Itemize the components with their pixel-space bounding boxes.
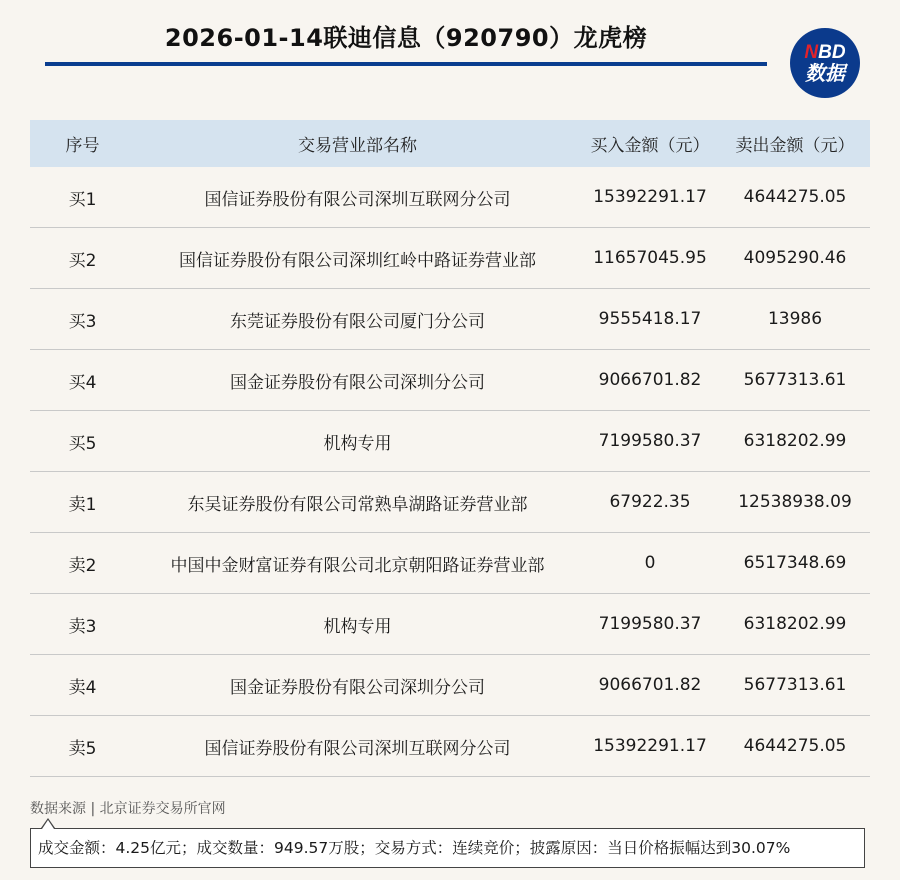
cell-seq: 卖5 <box>30 716 135 777</box>
cell-broker-name: 国信证券股份有限公司深圳红岭中路证券营业部 <box>135 228 580 289</box>
table-row <box>30 289 870 350</box>
cell-sell-amount: 4644275.05 <box>720 167 870 228</box>
cell-broker-name: 中国中金财富证券有限公司北京朝阳路证券营业部 <box>135 533 580 594</box>
column-header-seq: 序号 <box>30 120 135 167</box>
cell-broker-name: 国信证券股份有限公司深圳互联网分公司 <box>135 167 580 228</box>
cell-seq: 卖2 <box>30 533 135 594</box>
cell-buy-amount: 11657045.95 <box>580 228 720 289</box>
cell-sell-amount: 6318202.99 <box>720 594 870 655</box>
cell-sell-amount: 5677313.61 <box>720 655 870 716</box>
table-row <box>30 167 870 228</box>
column-header-buy: 买入金额（元） <box>580 120 720 167</box>
dragon-tiger-table <box>30 120 870 777</box>
cell-seq: 买3 <box>30 289 135 350</box>
table-row <box>30 411 870 472</box>
table-row <box>30 472 870 533</box>
cell-sell-amount: 6318202.99 <box>720 411 870 472</box>
cell-broker-name: 东莞证券股份有限公司厦门分公司 <box>135 289 580 350</box>
logo-text-top: NBD <box>804 41 846 63</box>
table-row <box>30 228 870 289</box>
table-row <box>30 533 870 594</box>
column-header-sell: 卖出金额（元） <box>720 120 870 167</box>
cell-sell-amount: 13986 <box>720 289 870 350</box>
cell-seq: 买1 <box>30 167 135 228</box>
trade-summary-box <box>30 828 865 868</box>
cell-broker-name: 国金证券股份有限公司深圳分公司 <box>135 350 580 411</box>
table-row <box>30 350 870 411</box>
cell-broker-name: 东吴证券股份有限公司常熟阜湖路证券营业部 <box>135 472 580 533</box>
cell-seq: 卖4 <box>30 655 135 716</box>
cell-sell-amount: 12538938.09 <box>720 472 870 533</box>
cell-buy-amount: 0 <box>580 533 720 594</box>
cell-seq: 买4 <box>30 350 135 411</box>
cell-seq: 卖3 <box>30 594 135 655</box>
data-source: 数据来源 | 北京证券交易所官网 <box>30 801 226 817</box>
cell-seq: 买5 <box>30 411 135 472</box>
cell-buy-amount: 9555418.17 <box>580 289 720 350</box>
cell-broker-name: 机构专用 <box>135 594 580 655</box>
cell-buy-amount: 67922.35 <box>580 472 720 533</box>
cell-buy-amount: 9066701.82 <box>580 350 720 411</box>
table-row <box>30 716 870 777</box>
table-row <box>30 655 870 716</box>
logo-text-bottom: 数据 <box>805 62 845 85</box>
cell-buy-amount: 7199580.37 <box>580 594 720 655</box>
cell-buy-amount: 15392291.17 <box>580 167 720 228</box>
column-header-name: 交易营业部名称 <box>135 120 580 167</box>
cell-seq: 买2 <box>30 228 135 289</box>
table-header-row <box>30 120 870 167</box>
cell-seq: 卖1 <box>30 472 135 533</box>
cell-broker-name: 国信证券股份有限公司深圳互联网分公司 <box>135 716 580 777</box>
page-title: 2026-01-14联迪信息（920790）龙虎榜 <box>164 24 648 52</box>
cell-buy-amount: 15392291.17 <box>580 716 720 777</box>
trade-summary-text: 成交金额：4.25亿元；成交数量：949.57万股；交易方式：连续竞价；披露原因：当日价格振幅达到30.07% <box>38 839 791 857</box>
cell-broker-name: 机构专用 <box>135 411 580 472</box>
nbd-logo <box>790 28 860 98</box>
title-underline <box>45 62 767 66</box>
cell-sell-amount: 5677313.61 <box>720 350 870 411</box>
cell-buy-amount: 9066701.82 <box>580 655 720 716</box>
cell-sell-amount: 6517348.69 <box>720 533 870 594</box>
table-row <box>30 594 870 655</box>
cell-buy-amount: 7199580.37 <box>580 411 720 472</box>
cell-sell-amount: 4644275.05 <box>720 716 870 777</box>
cell-sell-amount: 4095290.46 <box>720 228 870 289</box>
cell-broker-name: 国金证券股份有限公司深圳分公司 <box>135 655 580 716</box>
